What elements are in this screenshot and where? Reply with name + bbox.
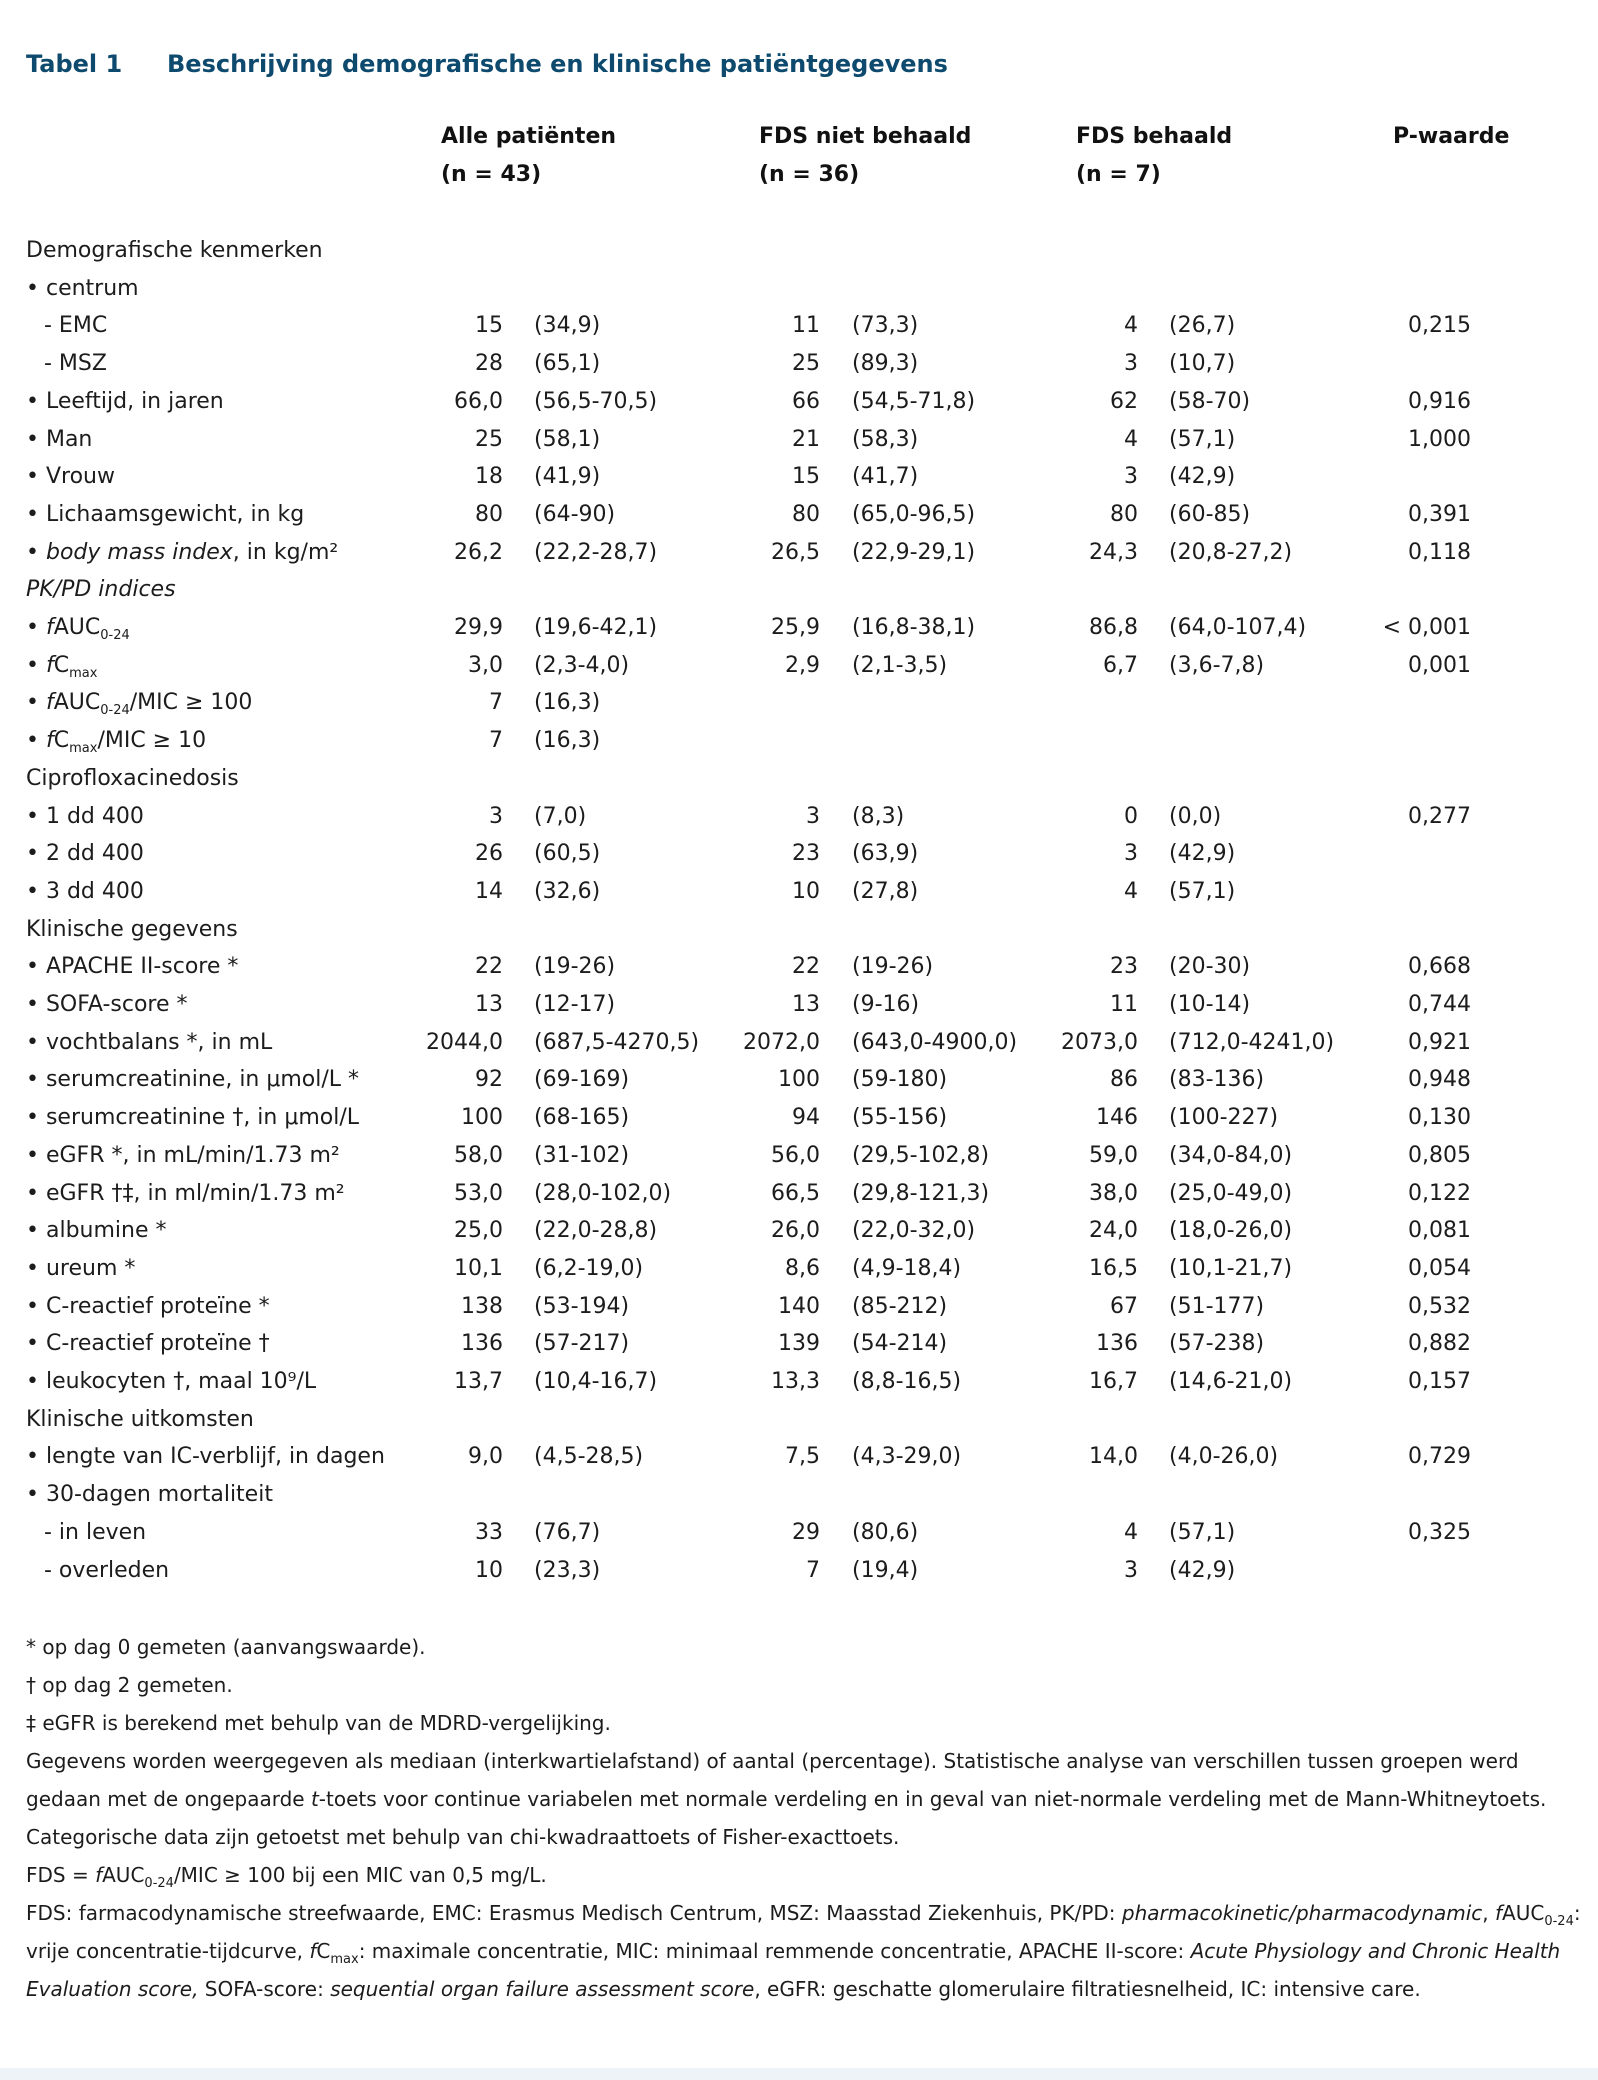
row-label: • 30-dagen mortaliteit [26, 1482, 273, 1508]
cell-value-not-reached: 22 [792, 954, 820, 980]
cell-range-all: (10,4-16,7) [534, 1369, 658, 1394]
cell-range-reached: (51-177) [1169, 1293, 1265, 1319]
table-row [0, 270, 1598, 308]
cell-value-not-reached: 66,5 [771, 1180, 820, 1206]
table-row [0, 1250, 1598, 1288]
cell-value-not-reached: 80 [792, 501, 820, 527]
cell-range-not-reached: (80,6) [852, 1519, 919, 1545]
cell-value-all: 29,9 [454, 615, 503, 640]
cell-range-reached: (42,9) [1169, 841, 1236, 867]
cell-range-all: (16,3) [534, 690, 601, 716]
table-row [0, 383, 1598, 421]
cell-range-reached: (64,0-107,4) [1169, 615, 1307, 640]
row-label: • 1 dd 400 [26, 803, 144, 829]
footnote-statistics: Gegevens worden weergegeven als mediaan (interkwartielafstand) of aantal (percentage). Statistische analyse van verschillen tussen groepen werd gedaan met de ongepaarde t-toets voor continue variabelen met normale verdeling en in geval van niet-normale verdeling met de Mann-Whitneytoets. Categorische data zijn getoetst met behulp van chi-kwadraattoets of Fisher-exacttoets. [26, 1749, 1547, 1849]
row-label: • serumcreatinine, in μmol/L * [26, 1067, 360, 1093]
cell-range-reached: (0,0) [1169, 803, 1222, 829]
section-label: Ciprofloxacinedosis [26, 765, 239, 791]
cell-range-reached: (18,0-26,0) [1169, 1218, 1293, 1244]
cell-value-all: 7 [489, 690, 503, 716]
cell-value-all: 3 [489, 803, 503, 829]
cell-value-not-reached: 94 [792, 1105, 820, 1131]
table-row [0, 835, 1598, 873]
footnote-dagger: † op dag 2 gemeten. [26, 1673, 233, 1697]
cell-p-value: 0,277 [1408, 803, 1471, 829]
cell-range-all: (58,1) [534, 426, 601, 452]
cell-range-all: (19,6-42,1) [534, 615, 658, 640]
table-row [0, 232, 1598, 270]
cell-value-all: 10,1 [454, 1255, 503, 1281]
cell-range-not-reached: (29,5-102,8) [852, 1142, 990, 1168]
cell-value-all: 18 [475, 464, 503, 490]
table-row [0, 458, 1598, 496]
row-label: - overleden [44, 1557, 170, 1583]
row-label: • 3 dd 400 [26, 878, 144, 904]
cell-value-not-reached: 26,0 [771, 1218, 820, 1244]
cell-value-not-reached: 26,5 [771, 539, 820, 565]
table-row [0, 1212, 1598, 1250]
footnote-fds-definition: FDS = fAUC$_{0-24}$/MIC ≥ 100 bij een MIC van 0,5 mg/L. [26, 1863, 547, 1891]
row-label: • Man [26, 426, 93, 452]
cell-value-all: 13,7 [454, 1369, 503, 1394]
cell-range-all: (69-169) [534, 1067, 630, 1093]
cell-range-not-reached: (8,3) [852, 803, 905, 829]
cell-range-reached: (10-14) [1169, 992, 1251, 1017]
section-label: Demografische kenmerken [26, 238, 323, 263]
cell-range-all: (28,0-102,0) [534, 1180, 672, 1206]
column-header-fds-not-reached: FDS niet behaald (n = 36) [759, 124, 972, 187]
table-row [0, 1363, 1598, 1401]
cell-value-reached: 4 [1124, 313, 1138, 339]
cell-p-value: 0,157 [1408, 1369, 1471, 1394]
cell-value-not-reached: 8,6 [785, 1255, 820, 1281]
cell-value-reached: 6,7 [1103, 652, 1138, 678]
cell-value-reached: 86,8 [1089, 615, 1138, 640]
table-row [0, 1401, 1598, 1439]
row-label: • Lichaamsgewicht, in kg [26, 501, 305, 527]
cell-value-reached: 136 [1096, 1331, 1138, 1357]
cell-value-all: 33 [475, 1519, 503, 1545]
cell-range-reached: (58-70) [1169, 388, 1251, 414]
cell-range-not-reached: (58,3) [852, 426, 919, 452]
table-row [0, 571, 1598, 609]
row-label: • fAUC$_{0-24}$ [26, 615, 130, 643]
cell-value-all: 7 [489, 728, 503, 754]
table-row [0, 421, 1598, 459]
table-row [0, 760, 1598, 798]
cell-p-value: 0,805 [1408, 1142, 1471, 1168]
cell-range-all: (60,5) [534, 841, 601, 867]
table-row [0, 1099, 1598, 1137]
cell-value-all: 53,0 [454, 1180, 503, 1206]
cell-p-value: 0,668 [1408, 954, 1471, 980]
cell-range-not-reached: (85-212) [852, 1293, 948, 1319]
cell-range-reached: (20-30) [1169, 954, 1251, 980]
cell-value-not-reached: 2,9 [785, 652, 820, 678]
cell-range-not-reached: (2,1-3,5) [852, 652, 948, 678]
cell-range-not-reached: (643,0-4900,0) [852, 1029, 1018, 1055]
table-title: Beschrijving demografische en klinische patiëntgegevens [167, 50, 948, 78]
row-label: - EMC [44, 313, 108, 339]
cell-range-not-reached: (4,9-18,4) [852, 1255, 962, 1281]
cell-value-not-reached: 25,9 [771, 615, 820, 640]
cell-range-not-reached: (27,8) [852, 878, 919, 904]
cell-p-value: 0,215 [1408, 313, 1471, 339]
cell-value-not-reached: 11 [792, 313, 820, 339]
row-label: • serumcreatinine †, in μmol/L [26, 1105, 360, 1131]
cell-value-reached: 3 [1124, 351, 1138, 377]
table-row [0, 1325, 1598, 1363]
row-label: • 2 dd 400 [26, 841, 144, 867]
table-row [0, 1175, 1598, 1213]
cell-p-value: 0,118 [1408, 539, 1471, 565]
cell-range-not-reached: (19-26) [852, 954, 934, 980]
cell-range-reached: (42,9) [1169, 464, 1236, 490]
cell-range-reached: (57,1) [1169, 878, 1236, 904]
cell-range-reached: (34,0-84,0) [1169, 1142, 1293, 1168]
cell-value-all: 28 [475, 351, 503, 377]
cell-value-reached: 3 [1124, 464, 1138, 490]
cell-range-all: (34,9) [534, 313, 601, 339]
cell-p-value: 0,001 [1408, 652, 1471, 678]
column-header-all-patients: Alle patiënten (n = 43) [441, 124, 617, 187]
cell-value-all: 25,0 [454, 1218, 503, 1244]
cell-range-reached: (100-227) [1169, 1105, 1279, 1131]
cell-range-all: (6,2-19,0) [534, 1255, 644, 1281]
cell-range-reached: (4,0-26,0) [1169, 1444, 1279, 1470]
cell-range-all: (32,6) [534, 878, 601, 904]
cell-p-value: 0,744 [1408, 992, 1471, 1017]
cell-range-reached: (10,7) [1169, 351, 1236, 377]
row-label: - in leven [44, 1519, 147, 1545]
footnote-abbreviations: FDS: farmacodynamische streefwaarde, EMC: Erasmus Medisch Centrum, MSZ: Maasstad Ziekenhuis, PK/PD: pharmacokinetic/pharmacodynamic, fAUC$_{0-24}$: vrije concentratie-tijdcurve, $fC_{max}$: maximale concentratie, MIC: minimaal remmende concentratie, APACHE II-score: Acute Physiology and Chronic Health Evaluation score, SOFA-score: sequential organ failure assessment score, eGFR: geschatte glomerulaire filtratiesnelheid, IC: intensive care. [26, 1901, 1581, 2001]
table-row [0, 684, 1598, 722]
cell-range-reached: (42,9) [1169, 1557, 1236, 1583]
section-label: Klinische uitkomsten [26, 1406, 254, 1432]
cell-p-value: 0,391 [1408, 501, 1471, 527]
cell-value-not-reached: 10 [792, 878, 820, 904]
cell-range-not-reached: (4,3-29,0) [852, 1444, 962, 1470]
cell-range-all: (57-217) [534, 1331, 630, 1357]
cell-value-reached: 38,0 [1089, 1180, 1138, 1206]
cell-range-not-reached: (29,8-121,3) [852, 1180, 990, 1206]
cell-range-all: (68-165) [534, 1105, 630, 1131]
cell-value-reached: 4 [1124, 426, 1138, 452]
cell-range-all: (16,3) [534, 728, 601, 754]
cell-value-reached: 3 [1124, 1557, 1138, 1583]
cell-range-not-reached: (19,4) [852, 1557, 919, 1583]
cell-value-not-reached: 140 [778, 1293, 820, 1319]
cell-p-value: 0,122 [1408, 1180, 1471, 1206]
cell-value-reached: 0 [1124, 803, 1138, 829]
cell-value-all: 25 [475, 426, 503, 452]
cell-p-value: 0,916 [1408, 388, 1471, 414]
cell-range-not-reached: (54-214) [852, 1331, 948, 1357]
cell-range-all: (2,3-4,0) [534, 652, 630, 678]
row-label: • body mass index, in kg/m² [26, 539, 339, 565]
cell-value-reached: 80 [1110, 501, 1138, 527]
cell-value-not-reached: 139 [778, 1331, 820, 1357]
cell-value-all: 100 [461, 1105, 503, 1131]
row-label: • APACHE II-score * [26, 954, 239, 980]
cell-range-reached: (83-136) [1169, 1067, 1265, 1093]
cell-p-value: 0,325 [1408, 1519, 1471, 1545]
cell-value-reached: 4 [1124, 878, 1138, 904]
table-row [0, 345, 1598, 383]
cell-p-value: 0,948 [1408, 1067, 1471, 1093]
section-label: Klinische gegevens [26, 916, 238, 942]
cell-value-not-reached: 21 [792, 426, 820, 452]
table-row [0, 1061, 1598, 1099]
row-label: • centrum [26, 275, 139, 301]
cell-value-all: 26,2 [454, 539, 503, 565]
cell-value-all: 2044,0 [426, 1029, 503, 1055]
table-row [0, 1288, 1598, 1326]
row-label: • $fC_{max}$ [26, 652, 98, 681]
cell-value-reached: 62 [1110, 388, 1138, 414]
cell-value-all: 3,0 [468, 652, 503, 678]
cell-range-not-reached: (89,3) [852, 351, 919, 377]
cell-value-all: 22 [475, 954, 503, 980]
cell-value-all: 13 [475, 992, 503, 1017]
row-label: • fAUC$_{0-24}$/MIC ≥ 100 [26, 690, 253, 719]
cell-range-all: (65,1) [534, 351, 601, 377]
page-bottom-strip [0, 2068, 1598, 2080]
footnote-double-dagger: ‡ eGFR is berekend met behulp van de MDRD-vergelijking. [26, 1711, 611, 1735]
row-label: • $fC_{max}$/MIC ≥ 10 [26, 728, 207, 757]
cell-range-all: (7,0) [534, 803, 587, 829]
cell-p-value: 0,054 [1408, 1255, 1471, 1281]
cell-range-all: (22,2-28,7) [534, 539, 658, 565]
cell-range-all: (31-102) [534, 1142, 630, 1168]
cell-value-reached: 86 [1110, 1067, 1138, 1093]
cell-range-all: (19-26) [534, 954, 616, 980]
row-label: • albumine * [26, 1218, 167, 1244]
cell-range-not-reached: (73,3) [852, 313, 919, 339]
cell-range-all: (687,5-4270,5) [534, 1029, 700, 1055]
cell-value-not-reached: 100 [778, 1067, 820, 1093]
table-row [0, 948, 1598, 986]
cell-range-all: (53-194) [534, 1293, 630, 1319]
cell-value-reached: 16,7 [1089, 1369, 1138, 1394]
cell-range-not-reached: (41,7) [852, 464, 919, 490]
cell-range-reached: (26,7) [1169, 313, 1236, 339]
cell-value-reached: 2073,0 [1061, 1029, 1138, 1055]
cell-p-value: 0,532 [1408, 1293, 1471, 1319]
row-label: • Vrouw [26, 464, 115, 490]
cell-range-not-reached: (63,9) [852, 841, 919, 867]
row-label: • ureum * [26, 1255, 136, 1281]
cell-range-reached: (57,1) [1169, 1519, 1236, 1545]
cell-range-reached: (60-85) [1169, 501, 1251, 527]
cell-value-reached: 11 [1110, 992, 1138, 1017]
table-row [0, 1438, 1598, 1476]
cell-range-reached: (712,0-4241,0) [1169, 1029, 1335, 1055]
row-label: - MSZ [44, 351, 107, 377]
cell-range-not-reached: (9-16) [852, 992, 920, 1017]
cell-value-all: 9,0 [468, 1444, 503, 1470]
cell-value-not-reached: 23 [792, 841, 820, 867]
cell-value-not-reached: 15 [792, 464, 820, 490]
cell-value-all: 26 [475, 841, 503, 867]
cell-value-reached: 3 [1124, 841, 1138, 867]
table-row [0, 496, 1598, 534]
cell-value-reached: 59,0 [1089, 1142, 1138, 1168]
row-label: • Leeftijd, in jaren [26, 388, 224, 414]
footnote-asterisk: * op dag 0 gemeten (aanvangswaarde). [26, 1635, 426, 1659]
table-row [0, 1476, 1598, 1514]
cell-value-all: 10 [475, 1557, 503, 1583]
row-label: • eGFR *, in mL/min/1.73 m² [26, 1142, 340, 1168]
cell-value-not-reached: 3 [806, 803, 820, 829]
cell-value-all: 14 [475, 878, 503, 904]
cell-value-all: 92 [475, 1067, 503, 1093]
row-label: • vochtbalans *, in mL [26, 1029, 273, 1055]
cell-range-not-reached: (8,8-16,5) [852, 1369, 962, 1394]
cell-value-not-reached: 25 [792, 351, 820, 377]
table-row [0, 798, 1598, 836]
table-row [0, 307, 1598, 345]
cell-value-not-reached: 66 [792, 388, 820, 414]
cell-range-reached: (14,6-21,0) [1169, 1369, 1293, 1394]
cell-range-reached: (10,1-21,7) [1169, 1255, 1293, 1281]
cell-range-all: (56,5-70,5) [534, 388, 658, 414]
cell-value-not-reached: 56,0 [771, 1142, 820, 1168]
cell-p-value: 1,000 [1408, 426, 1471, 452]
cell-range-all: (12-17) [534, 992, 616, 1017]
cell-value-reached: 14,0 [1089, 1444, 1138, 1470]
table-row [0, 647, 1598, 685]
cell-value-all: 15 [475, 313, 503, 339]
cell-p-value: 0,081 [1408, 1218, 1471, 1244]
cell-p-value: 0,921 [1408, 1029, 1471, 1055]
table-row [0, 722, 1598, 760]
cell-value-not-reached: 7 [806, 1557, 820, 1583]
column-header-fds-reached: FDS behaald (n = 7) [1076, 124, 1233, 187]
cell-value-reached: 23 [1110, 954, 1138, 980]
cell-value-reached: 24,0 [1089, 1218, 1138, 1244]
row-label: • eGFR †‡, in ml/min/1.73 m² [26, 1180, 345, 1206]
section-label: PK/PD indices [26, 577, 176, 603]
table-row [0, 986, 1598, 1024]
row-label: • leukocyten †, maal 10⁹/L [26, 1369, 317, 1394]
cell-range-reached: (57-238) [1169, 1331, 1265, 1357]
cell-range-reached: (20,8-27,2) [1169, 539, 1293, 565]
cell-range-all: (64-90) [534, 501, 616, 527]
table-row [0, 534, 1598, 572]
cell-range-all: (4,5-28,5) [534, 1444, 644, 1470]
cell-value-all: 80 [475, 501, 503, 527]
cell-value-not-reached: 13 [792, 992, 820, 1017]
cell-value-not-reached: 7,5 [785, 1444, 820, 1470]
cell-value-not-reached: 29 [792, 1519, 820, 1545]
table-row [0, 609, 1598, 647]
cell-range-not-reached: (22,0-32,0) [852, 1218, 976, 1244]
cell-range-not-reached: (65,0-96,5) [852, 501, 976, 527]
cell-range-all: (23,3) [534, 1557, 601, 1583]
cell-value-all: 138 [461, 1293, 503, 1319]
cell-range-not-reached: (22,9-29,1) [852, 539, 976, 565]
cell-p-value: < 0,001 [1382, 615, 1471, 640]
cell-range-reached: (25,0-49,0) [1169, 1180, 1293, 1206]
row-label: • C-reactief proteïne * [26, 1293, 270, 1319]
cell-value-reached: 67 [1110, 1293, 1138, 1319]
row-label: • SOFA-score * [26, 992, 188, 1017]
cell-range-reached: (3,6-7,8) [1169, 652, 1265, 678]
cell-range-all: (22,0-28,8) [534, 1218, 658, 1244]
row-label: • lengte van IC-verblijf, in dagen [26, 1444, 385, 1470]
cell-p-value: 0,882 [1408, 1331, 1471, 1357]
cell-value-reached: 146 [1096, 1105, 1138, 1131]
cell-value-all: 58,0 [454, 1142, 503, 1168]
table-row [0, 873, 1598, 911]
cell-value-not-reached: 2072,0 [743, 1029, 820, 1055]
table-row [0, 1514, 1598, 1552]
cell-value-reached: 24,3 [1089, 539, 1138, 565]
row-label: • C-reactief proteïne † [26, 1331, 270, 1357]
table-row [0, 1024, 1598, 1062]
cell-p-value: 0,130 [1408, 1105, 1471, 1131]
table-number: Tabel 1 [26, 50, 123, 78]
cell-range-not-reached: (59-180) [852, 1067, 948, 1093]
table-row [0, 911, 1598, 949]
cell-value-reached: 16,5 [1089, 1255, 1138, 1281]
cell-range-not-reached: (54,5-71,8) [852, 388, 976, 414]
cell-value-all: 66,0 [454, 388, 503, 414]
column-header-p-value: P-waarde [1393, 124, 1510, 149]
cell-value-not-reached: 13,3 [771, 1369, 820, 1394]
cell-p-value: 0,729 [1408, 1444, 1471, 1470]
cell-range-all: (76,7) [534, 1519, 601, 1545]
table-caption [26, 44, 948, 84]
cell-range-not-reached: (55-156) [852, 1105, 948, 1131]
cell-range-all: (41,9) [534, 464, 601, 490]
table-row [0, 1552, 1598, 1590]
table-row [0, 1137, 1598, 1175]
cell-range-not-reached: (16,8-38,1) [852, 615, 976, 640]
table-footnotes [26, 1628, 1586, 2008]
cell-value-reached: 4 [1124, 1519, 1138, 1545]
cell-value-all: 136 [461, 1331, 503, 1357]
cell-range-reached: (57,1) [1169, 426, 1236, 452]
